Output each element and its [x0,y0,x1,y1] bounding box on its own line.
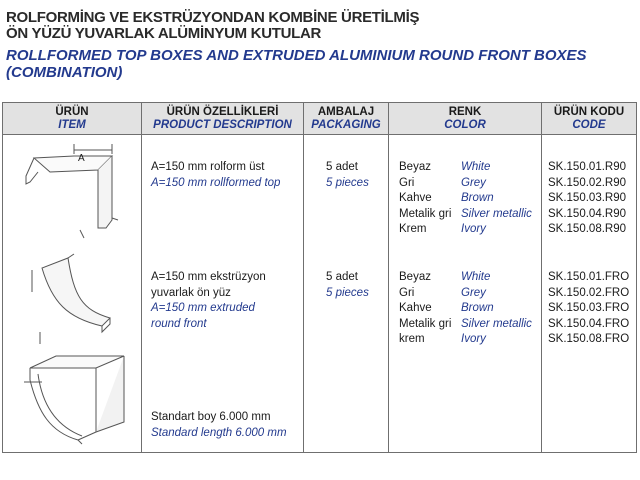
list-item [399,301,532,317]
color-en: Silver metallic [461,207,532,220]
color-tr: Kahve [399,192,432,204]
color-tr: Krem [399,223,427,235]
header-description-en: PRODUCT DESCRIPTION [153,119,292,131]
header-item-tr: ÜRÜN [55,106,89,118]
row2-desc-en-1: A=150 mm extruded [151,302,255,314]
product-code: SK.150.08.R90 [548,223,627,235]
product-code: SK.150.01.FRO [548,271,630,283]
combination-box-drawing [20,352,130,450]
header-description [142,106,303,132]
row1-colors [399,160,532,238]
table-border-right [636,102,637,453]
row2-pack-tr: 5 adet [326,271,358,283]
row1-description [151,160,280,191]
product-code: SK.150.01.R90 [548,161,627,173]
table-border-left [2,102,3,453]
header-packaging-en: PACKAGING [311,119,381,131]
color-tr: Metalik gri [399,317,452,330]
list-item [399,317,532,333]
list-item [399,222,532,238]
product-code: SK.150.03.R90 [548,192,627,204]
row2-pack-en: 5 pieces [326,286,369,299]
color-en: Silver metallic [461,317,532,330]
row1-desc-en: A=150 mm rollformed top [151,176,281,189]
product-code: SK.150.04.FRO [548,317,630,330]
extruded-round-front-drawing [22,252,122,347]
color-tr: Gri [399,176,415,189]
color-en: Grey [461,176,486,189]
title-en-line1: ROLLFORMED TOP BOXES AND EXTRUDED ALUMINIUM ROUND FRONT BOXES [6,47,587,64]
header-code-tr: ÜRÜN KODU [553,106,625,118]
row2-colors [399,270,532,348]
color-tr: Beyaz [399,271,431,283]
list-item [399,286,532,302]
product-code: SK.150.04.R90 [548,207,627,220]
color-en: White [461,161,491,173]
dimension-label-a: A [78,153,85,164]
header-packaging-tr: AMBALAJ [317,106,375,118]
color-en: Ivory [461,333,486,345]
color-en: Ivory [461,223,486,235]
title-tr-line2: ÖN YÜZÜ YUVARLAK ALÜMİNYUM KUTULAR [6,25,322,42]
list-item [399,332,532,348]
product-code: SK.150.02.R90 [548,176,627,189]
color-tr: krem [399,333,425,345]
row1-pack-en: 5 pieces [326,176,369,189]
color-tr: Metalik gri [399,207,452,220]
row2-codes [548,270,629,348]
row1-desc-tr: A=150 mm rolform üst [151,161,265,173]
list-item [399,160,532,176]
page-title-turkish [6,10,419,42]
title-tr-line1: ROLFORMİNG VE EKSTRÜZYONDAN KOMBİNE ÜRETİLMİŞ [6,9,420,26]
row2-desc-tr-1: A=150 mm ekstrüzyon [151,271,266,283]
column-divider-4 [541,102,542,453]
color-tr: Gri [399,286,415,299]
row2-desc-tr-2: yuvarlak ön yüz [151,286,231,299]
color-tr: Kahve [399,302,432,314]
row2-packaging [326,270,369,301]
row1-codes [548,160,626,238]
rollformed-top-box-drawing [14,142,129,250]
column-divider-1 [141,102,142,453]
color-tr: Beyaz [399,161,431,173]
row2-description [151,270,266,332]
header-code [542,106,636,132]
product-code: SK.150.02.FRO [548,286,630,299]
title-en-line2: (COMBINATION) [6,64,123,81]
header-item [3,106,141,132]
product-code: SK.150.03.FRO [548,302,630,314]
color-en: White [461,271,491,283]
row3-desc-tr: Standart boy 6.000 mm [151,411,271,423]
list-item [399,176,532,192]
header-code-en: CODE [572,119,606,131]
row3-description [151,410,287,441]
list-item [399,207,532,223]
header-item-en: ITEM [58,119,86,131]
list-item [399,191,532,207]
product-code: SK.150.08.FRO [548,333,630,345]
column-divider-2 [303,102,304,453]
header-color-en: COLOR [444,119,486,131]
color-en: Brown [461,192,494,204]
list-item [399,270,532,286]
row3-desc-en: Standard length 6.000 mm [151,426,287,439]
page-title-english [6,47,587,81]
header-color-tr: RENK [448,106,482,118]
header-description-tr: ÜRÜN ÖZELLİKLERİ [166,106,279,118]
color-en: Grey [461,286,486,299]
header-packaging [304,106,388,132]
header-color [389,106,541,132]
row2-desc-en-2: round front [151,317,207,330]
column-divider-3 [388,102,389,453]
row1-pack-tr: 5 adet [326,161,358,173]
color-en: Brown [461,302,494,314]
row1-packaging [326,160,369,191]
